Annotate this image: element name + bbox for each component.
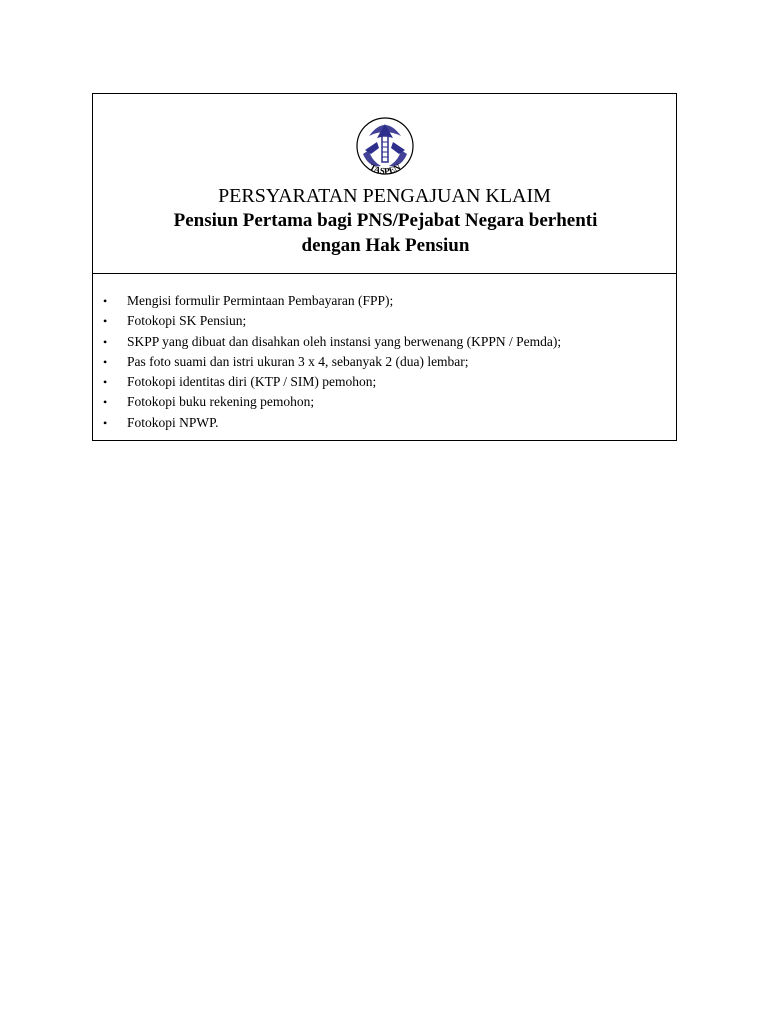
- bullet-icon: •: [103, 334, 108, 349]
- list-item-text: Fotokopi SK Pensiun;: [127, 313, 247, 329]
- taspen-logo: [355, 116, 415, 180]
- subtitle-line-1: Pensiun Pertama bagi PNS/Pejabat Negara berhenti: [173, 210, 598, 231]
- requirements-document: [92, 93, 677, 441]
- list-item: [93, 392, 676, 412]
- list-item-text: Mengisi formulir Permintaan Pembayaran (FPP);: [127, 293, 394, 308]
- list-item-text: Fotokopi identitas diri (KTP / SIM) pemohon;: [127, 374, 377, 390]
- requirements-list: [93, 291, 676, 433]
- list-item: [93, 291, 676, 311]
- bullet-icon: •: [103, 354, 108, 369]
- list-item-text: SKPP yang dibuat dan disahkan oleh instansi yang berwenang (KPPN / Pemda);: [127, 333, 562, 349]
- bullet-icon: •: [103, 314, 108, 329]
- list-item-text: Fotokopi buku rekening pemohon;: [127, 394, 315, 410]
- bullet-icon: •: [103, 375, 108, 390]
- bullet-icon: •: [103, 415, 108, 430]
- list-item: [93, 352, 676, 372]
- document-header: [93, 94, 676, 274]
- subtitle-line-2: dengan Hak Pensiun: [301, 235, 470, 256]
- list-item: [93, 372, 676, 392]
- list-item: [93, 311, 676, 331]
- list-item: [93, 413, 676, 433]
- list-item-text: Pas foto suami dan istri ukuran 3 x 4, sebanyak 2 (dua) lembar;: [127, 353, 469, 369]
- list-item: [93, 332, 676, 352]
- list-item-text: Fotokopi NPWP.: [127, 414, 219, 430]
- svg-text:TASPEN: TASPEN: [367, 161, 403, 177]
- bullet-icon: •: [103, 294, 108, 308]
- page-title: PERSYARATAN PENGAJUAN KLAIM: [218, 185, 551, 207]
- page-subtitle: [133, 208, 638, 258]
- bullet-icon: •: [103, 395, 108, 410]
